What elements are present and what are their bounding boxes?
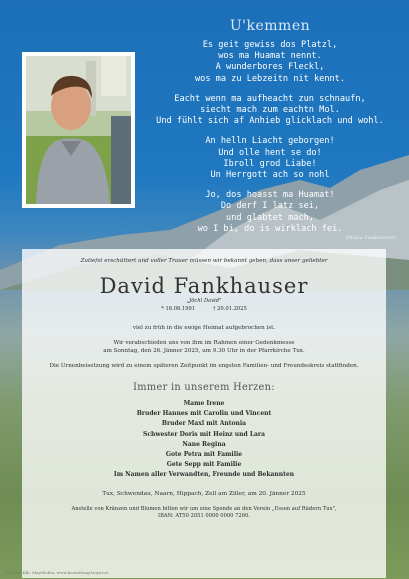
poem-line: Eacht wenn ma aufheacht zun schnaufn,	[174, 93, 366, 104]
place-and-date: Tux, Schwendau, Naarn, Hippach, Zell am Ziller, am 20. Jänner 2025	[102, 490, 306, 497]
mourner-entry: Gote Petra mit Familie	[165, 451, 243, 459]
farewell-text: Wir verabschieden uns von ihm im Rahmen einer Gedenkmesse	[113, 340, 295, 346]
donation-text: Anstelle von Kränzen und Blumen bitten wir um eine Spende an den Verein „Essen auf Rädern Tux",	[71, 505, 337, 512]
life-dates	[22, 306, 386, 312]
poem-line: Do derf I latz sei,	[220, 201, 320, 212]
poem-line: Jo, dos hoasst ma Huamat!	[205, 190, 335, 201]
mourners-list	[22, 399, 386, 481]
poem-line: wo I bi, do is wirklach fei.	[197, 223, 343, 234]
poem	[140, 18, 400, 244]
poem-line: Es geit gewiss dos Platzl,	[202, 40, 338, 50]
mourner-entry: Gete Sepp mit Familie	[166, 461, 242, 469]
portrait-photo	[22, 52, 135, 208]
poem-line: Ibroll grod Liabe!	[223, 158, 317, 169]
poem-line: Und fühlt sich af Anhieb glicklach und wohl.	[156, 116, 384, 127]
poem-line: Und olle hent se do!	[218, 147, 322, 158]
urn-burial-text: Die Urnenbeisetzung wird zu einem späteren Zeitpunkt im engsten Familien- und Freundeskreis stattfinden.	[49, 363, 359, 369]
intro-text: Zutiefst erschüttert und voller Trauer müssen wir bekannt geben, dass unser geliebter	[80, 258, 328, 264]
mourner-entry: Im Namen aller Verwandten, Freunde und Bekannten	[113, 471, 295, 479]
poem-line: A wunderbores Fleckl,	[215, 62, 325, 73]
deceased-name: David Fankhauser	[99, 274, 309, 298]
mourner-entry: Bruder Maxl mit Antonia	[161, 420, 247, 428]
donation-notice	[22, 506, 386, 521]
poem-line: und glabtet mach,	[226, 212, 314, 223]
mourner-entry: Bruder Hannes mit Carolin und Vincent	[136, 410, 272, 418]
homecoming-text: viel zu früh in die ewige Heimat aufgebrochen ist.	[132, 325, 276, 331]
nickname: „Jöchl David"	[186, 298, 222, 304]
poem-author: (Maria Fankhauser)	[345, 235, 396, 241]
death-date: † 20.01.2025	[212, 306, 247, 312]
birth-date: * 16.08.1991	[161, 306, 196, 312]
donation-iban: IBAN: AT50 2051 0000 0000 7260.	[158, 513, 250, 520]
mourner-entry: Nane Regina	[182, 440, 226, 448]
mourner-entry: Mame Irene	[183, 400, 225, 407]
poem-stanza	[140, 190, 400, 235]
poem-line: wos ma zu Lebzeitn nit kennt.	[194, 73, 346, 84]
poem-line: Un Herrgott ach so nohl	[210, 170, 330, 181]
poem-stanza	[140, 40, 400, 85]
mourner-entry: Schwester Doris mit Heinz und Lara	[143, 430, 265, 438]
poem-stanza	[140, 136, 400, 181]
poem-line: wos ma Huamat nennt.	[218, 51, 322, 62]
poem-line: An helln Liacht geborgen!	[205, 136, 335, 147]
footer-credit: Ahrntal Kfb. Mayrhofen, www.bestattung-troyer.at	[6, 570, 109, 575]
death-notice-card	[22, 249, 386, 578]
poem-stanza	[140, 94, 400, 128]
mourners-heading: Immer in unserem Herzen:	[133, 382, 275, 393]
farewell-details: am Sonntag, den 26. Jänner 2025, um 9.30 Uhr in der Pfarrkirche Tux.	[103, 348, 305, 354]
poem-title: U'kemmen	[229, 18, 311, 34]
portrait-image	[26, 56, 131, 204]
poem-line: siecht mach zum eachtn Mol.	[200, 105, 340, 116]
